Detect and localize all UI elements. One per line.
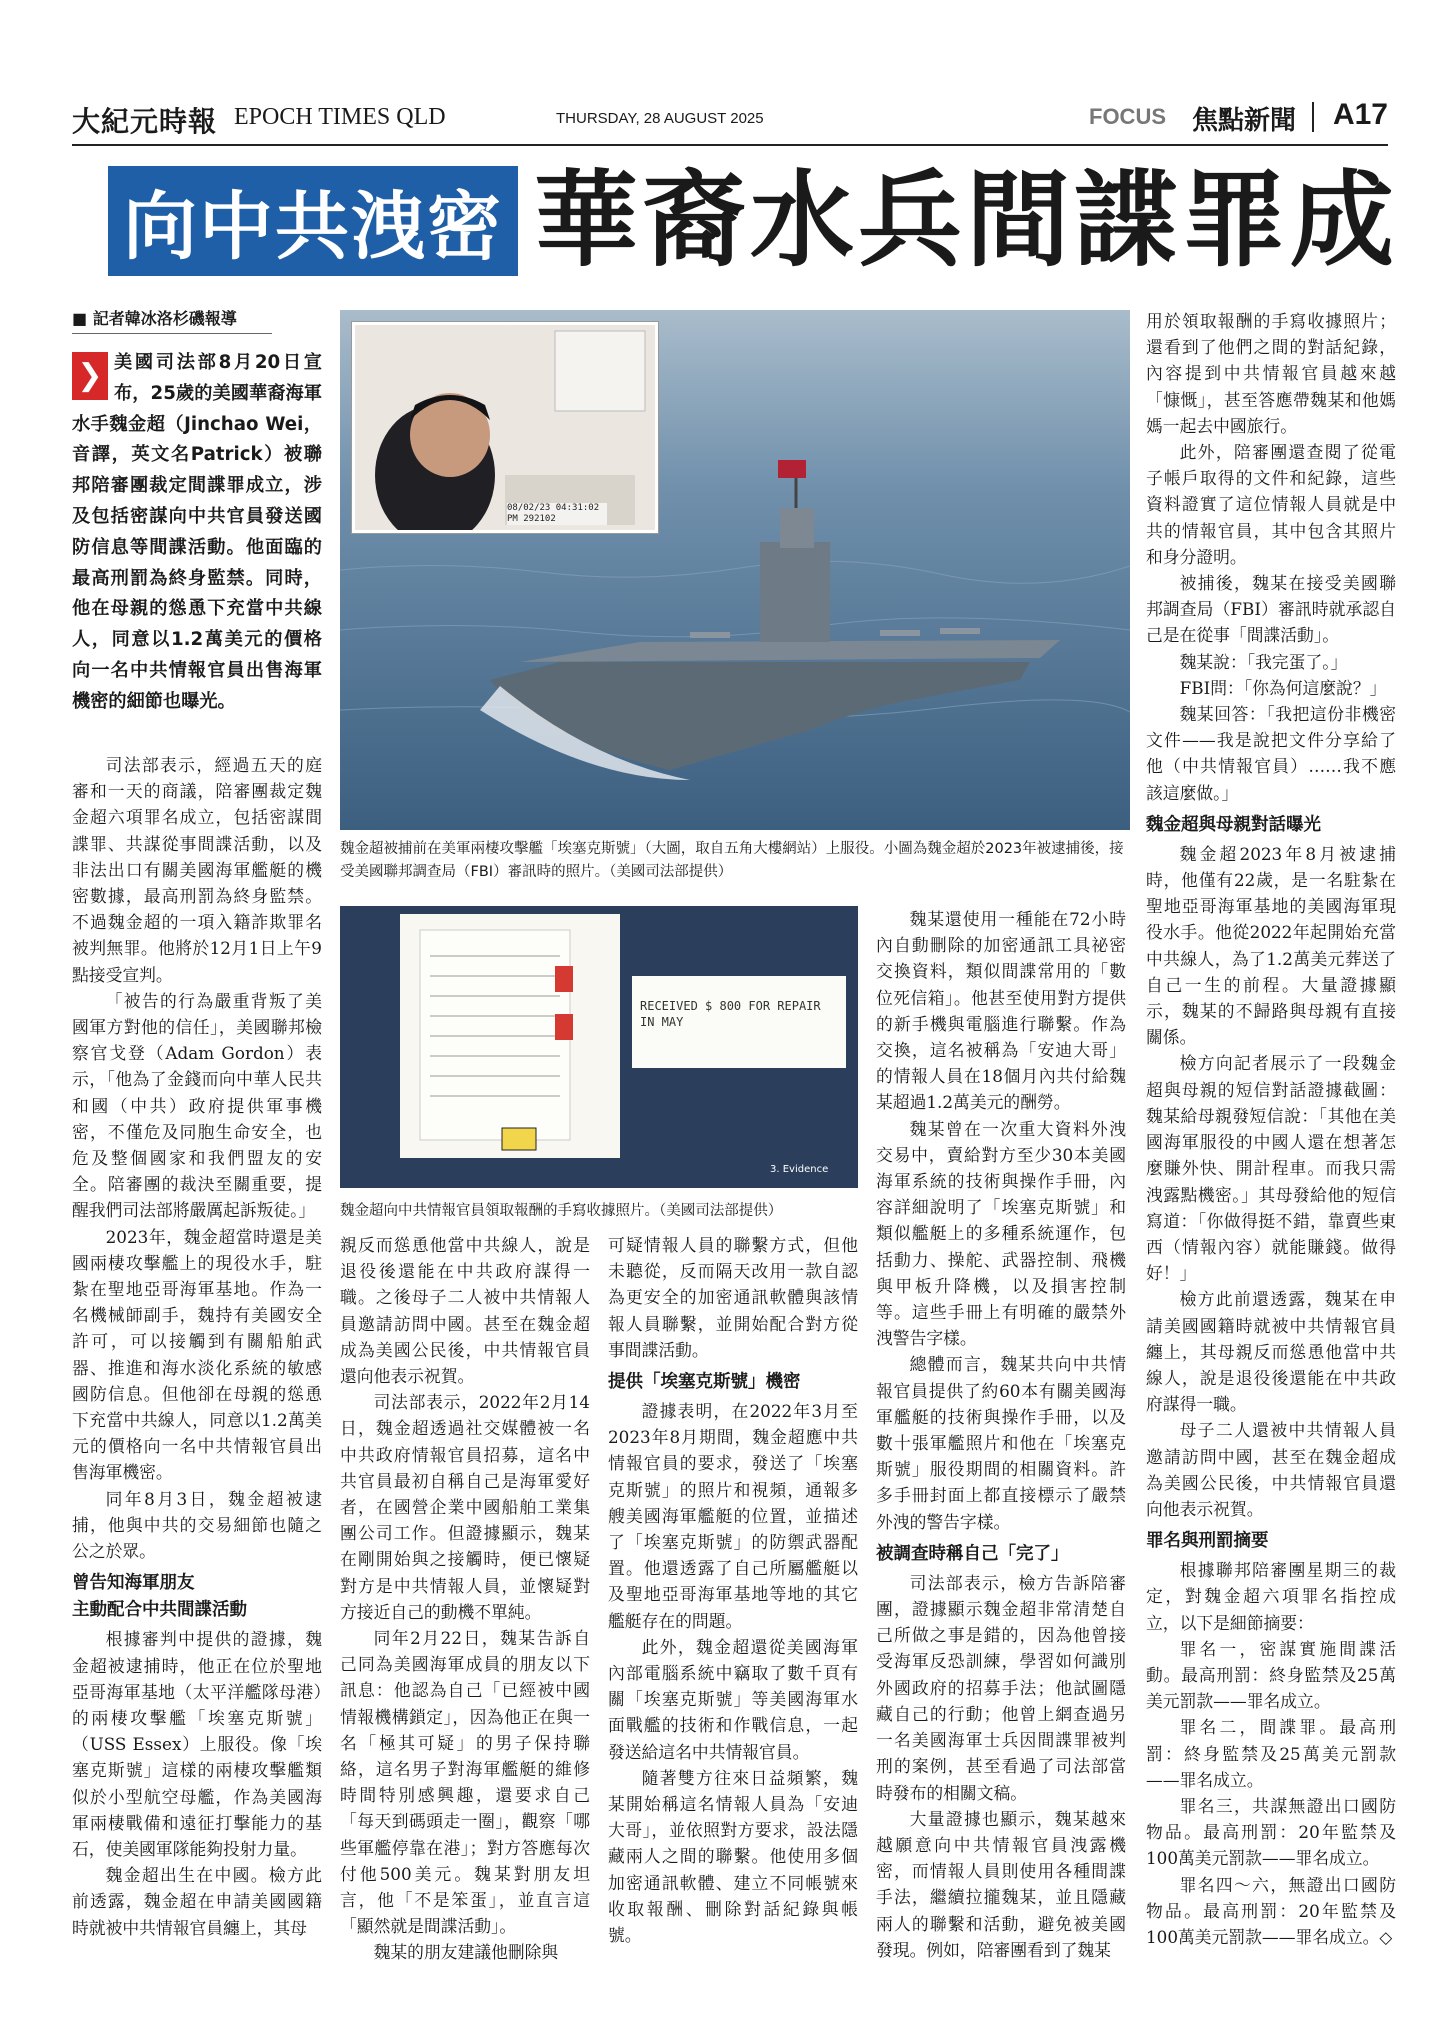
paragraph: 魏金超出生在中國。檢方此前透露，魏金超在申請美國國籍時就被中共情報官員纏上，其母	[72, 1865, 322, 1938]
evidence-slide-illustration	[340, 906, 858, 1188]
paragraph: 罪名二，間諜罪。最高刑罰：終身監禁及25萬美元罰款——罪名成立。	[1146, 1717, 1396, 1790]
column-1	[72, 752, 322, 1941]
evidence-label: 3. Evidence	[770, 1164, 829, 1175]
paragraph: 2023年，魏金超當時還是美國兩棲攻擊艦上的現役水手，駐紮在聖地亞哥海軍基地。作為一名機械師副手，魏持有美國安全許可，可以接觸到有關船舶武器、推進和海水淡化系統的敏感國防信息。但他卻在母親的慫恿下充當中共線人，同意以1.2萬美元的價格向一名中共情報官員出售海軍機密。	[72, 1226, 322, 1483]
paragraph: 根據審判中提供的證據，魏金超被逮捕時，他正在位於聖地亞哥海軍基地（太平洋艦隊母港）的兩棲攻擊艦「埃塞克斯號」（USS Essex）上服役。像「埃塞克斯號」這樣的兩棲攻擊艦類似於小型航空母艦，作為美國海軍兩棲戰備和遠征打擊能力的基石，使美國軍隊能夠投射力量。	[72, 1629, 322, 1859]
section-title: 焦點新聞	[1191, 106, 1296, 136]
paragraph: 魏某說：「我完蛋了。」	[1179, 651, 1348, 672]
video-timestamp: 08/02/23 04:31:02 PM 292102	[507, 503, 607, 525]
paragraph: 司法部表示，檢方告訴陪審團，證據顯示魏金超非常清楚自己所做之事是錯的，因為他曾接受海軍反恐訓練，學習如何識別外國政府的招募手法；他試圖隱藏自己的行動；他曾上網查過另一名美國海軍士兵因間諜罪被判刑的案例，甚至看過了司法部當時發布的相關文稿。	[876, 1572, 1126, 1803]
photo-caption-1: 魏金超被捕前在美軍兩棲攻擊艦「埃塞克斯號」（大圖，取自五角大樓網站）上服役。小圖為魏金超於2023年被逮捕後，接受美國聯邦調查局（FBI）審訊時的照片。（美國司法部提供）	[340, 841, 1124, 880]
column-2	[340, 1232, 590, 1966]
paragraph: 魏某曾在一次重大資料外洩交易中，賣給對方至少30本美國海軍系統的技術與操作手冊，內容詳細說明了「埃塞克斯號」和類似艦艇上的多種系統運作，包括動力、操舵、武器控制、飛機與甲板升降機，以及損害控制等。這些手冊上有明確的嚴禁外洩警告字樣。	[876, 1118, 1126, 1349]
paragraph: 同年8月3日，魏金超被逮捕，他與中共的交易細節也隨之公之於眾。	[72, 1488, 322, 1562]
paragraph: FBI問：「你為何這麼說？」	[1179, 677, 1387, 698]
paragraph: 司法部表示，經過五天的庭審和一天的商議，陪審團裁定魏金超六項罪名成立，包括密謀間諜罪、共謀從事間諜活動，以及非法出口有關美國海軍艦艇的機密數據，最高刑罰為終身監禁。不過魏金超的一項入籍詐欺罪名被判無罪。他將於12月1日上午9點接受宣判。	[72, 755, 322, 985]
receipt-photo	[340, 906, 858, 1188]
paragraph: 用於領取報酬的手寫收據照片；還看到了他們之間的對話紀錄，內容提到中共情報官員越來越「慷慨」，甚至答應帶魏某和他媽媽一起去中國旅行。	[1146, 311, 1396, 436]
paper-name: EPOCH TIMES QLD	[234, 104, 446, 130]
masthead	[72, 96, 1388, 146]
column-3	[608, 1232, 858, 1948]
paragraph: 被捕後，魏某在接受美國聯邦調查局（FBI）審訊時就承認自己是在從事「間諜活動」。	[1146, 573, 1396, 646]
inset-photo	[352, 322, 658, 533]
issue-date: THURSDAY, 28 AUGUST 2025	[556, 110, 764, 127]
paragraph: 罪名四～六，無證出口國防物品。最高刑罰：20年監禁及100萬美元罰款——罪名成立。◇	[1146, 1874, 1396, 1947]
paragraph: 魏某還使用一種能在72小時內自動刪除的加密通訊工具祕密交換資料，類似間諜常用的「數位死信箱」。他甚至使用對方提供的新手機與電腦進行聯繫。作為交換，這名被稱為「安迪大哥」的情報人員在18個月內共付給魏某超過1.2萬美元的酬勞。	[876, 909, 1126, 1113]
paragraph: 魏某的朋友建議他刪除與	[373, 1942, 559, 1963]
chevron-right-icon: ❯	[72, 352, 108, 400]
paragraph: 司法部表示，2022年2月14日，魏金超透過社交媒體被一名中共政府情報官員招募，這名中共官員最初自稱自己是海軍愛好者，在國營企業中國船舶工業集團公司工作。但證據顯示，魏某在剛開始與之接觸時，便已懷疑對方是中共情報人員，並懷疑對方接近自己的動機不單純。	[340, 1392, 590, 1622]
paragraph: 總體而言，魏某共向中共情報官員提供了約60本有關美國海軍艦艇的技術與操作手冊，以及數十張軍艦照片和他在「埃塞克斯號」服役期間的相關資料。許多手冊封面上都直接標示了嚴禁外洩的警告字樣。	[876, 1354, 1126, 1532]
subheading: 罪名與刑罰摘要	[1146, 1531, 1269, 1552]
byline-text: 記者韓冰洛杉磯報導	[92, 309, 237, 328]
subheading-line-2: 主動配合中共間諜活動	[72, 1600, 247, 1621]
paragraph: 檢方向記者展示了一段魏金超與母親的短信對話證據截圖：魏某給母親發短信說：「其他在美國海軍服役的中國人還在想著怎麼賺外快、開計程車。而我只需洩露點機密。」其母發給他的短信寫道：「你做得挺不錯，靠賣些東西（情報內容）就能賺錢。做得好！」	[1146, 1053, 1396, 1284]
paragraph: 根據聯邦陪審團星期三的裁定，對魏金超六項罪名指控成立，以下是細節摘要：	[1146, 1560, 1396, 1633]
paragraph: 罪名一，密謀實施間諜活動。最高刑罰：終身監禁及25萬美元罰款——罪名成立。	[1146, 1638, 1396, 1712]
column-5	[1146, 308, 1396, 1950]
subheading: 魏金超與母親對話曝光	[1146, 814, 1321, 835]
headline-title: 華裔水兵間諜罪成	[534, 158, 1399, 281]
photo-caption-2: 魏金超向中共情報官員領取報酬的手寫收據照片。（美國司法部提供）	[340, 1203, 783, 1219]
subheading-line-1: 曾告知海軍朋友	[72, 1573, 195, 1594]
paragraph: 母子二人還被中共情報人員邀請訪問中國，甚至在魏金超成為美國公民後，中共情報官員還向他表示祝賀。	[1146, 1420, 1396, 1519]
paragraph: 親反而慫恿他當中共線人，說是退役後還能在中共政府謀得一職。之後母子二人被中共情報人員邀請訪問中國。甚至在魏金超成為美國公民後，中共情報官員還向他表示祝賀。	[340, 1235, 590, 1387]
page-number: A17	[1332, 98, 1388, 131]
headline-kicker: 向中共洩密	[108, 166, 518, 276]
paragraph: 此外，陪審團還查閱了從電子帳戶取得的文件和紀錄，這些資料證實了這位情報人員就是中共的情報官員，其中包含其照片和身分證明。	[1146, 442, 1396, 567]
interrogation-illustration	[355, 325, 655, 530]
divider	[1312, 102, 1314, 132]
lead-text: 美國司法部8月20日宣布，25歲的美國華裔海軍水手魏金超（Jinchao Wei，音譯，英文名Patrick）被聯邦陪審團裁定間諜罪成立，涉及包括密謀向中共官員發送國防信息等間諜活動。他面臨的最高刑罰為終身監禁。同時，他在母親的慫恿下充當中共線人，同意以1.2萬美元的價格向一名中共情報官員出售海軍機密的細節也曝光。	[72, 352, 322, 712]
receipt-note-text: RECEIVED $ 800 FOR REPAIR IN MAY	[640, 999, 821, 1029]
paragraph: 「被告的行為嚴重背叛了美國軍方對他的信任」，美國聯邦檢察官戈登（Adam Gordon）表示，「他為了金錢而向中華人民共和國（中共）政府提供軍事機密，不僅危及同胞生命安全，也危及整個國家和我們盟友的安全。陪審團的裁決至關重要，提醒我們司法部將嚴厲起訴叛徒。」	[72, 990, 322, 1221]
paragraph: 大量證據也顯示，魏某越來越願意向中共情報官員洩露機密，而情報人員則使用各種間諜手法，繼續拉攏魏某，並且隱藏兩人的聯繫和活動，避免被美國發現。例如，陪審團看到了魏某	[876, 1808, 1126, 1960]
paragraph: 同年2月22日，魏某告訴自己同為美國海軍成員的朋友以下訊息：他認為自己「已經被中國情報機構鎖定」，因為他正在與一名「極其可疑」的男子保持聯絡，這名男子對海軍艦艇的維修時間特別感興趣，還要求自己「每天到碼頭走一圈」，觀察「哪些軍艦停靠在港」；對方答應每次付他500美元。魏某對朋友坦言，他「不是笨蛋」，並直言這「顯然就是間諜活動」。	[340, 1628, 590, 1937]
paragraph: 此外，魏金超還從美國海軍內部電腦系統中竊取了數千頁有關「埃塞克斯號」等美國海軍水面戰艦的技術和作戰信息，一起發送給這名中共情報官員。	[608, 1636, 858, 1762]
focus-label: FOCUS	[1089, 104, 1166, 129]
byline: ■ 記者韓冰洛杉磯報導	[72, 306, 272, 334]
paragraph: 檢方此前還透露，魏某在申請美國國籍時就被中共情報官員纏上，其母親反而慫恿他當中共線人，說是退役後還能在中共政府謀得一職。	[1146, 1289, 1396, 1415]
paragraph: 罪名三，共謀無證出口國防物品。最高刑罰：20年監禁及100萬美元罰款——罪名成立。	[1146, 1795, 1396, 1869]
paragraph: 隨著雙方往來日益頻繁，魏某開始稱這名情報人員為「安迪大哥」，並依照對方要求，設法隱藏兩人之間的聯繫。他使用多個加密通訊軟體、建立不同帳號來收取報酬、刪除對話紀錄與帳號。	[608, 1767, 858, 1946]
subheading: 被調查時稱自己「完了」	[876, 1543, 1069, 1564]
subheading: 提供「埃塞克斯號」機密	[608, 1372, 801, 1393]
paragraph: 魏某回答：「我把這份非機密文件——我是說把文件分享給了他（中共情報官員）……我不應該這麼做。」	[1146, 704, 1396, 803]
paragraph: 魏金超2023年8月被逮捕時，他僅有22歲，是一名駐紮在聖地亞哥海軍基地的美國海軍現役水手。他從2022年起開始充當中共線人，為了1.2萬美元葬送了自己一生的前程。大量證據顯示，魏某的不歸路與母親有直接關係。	[1146, 843, 1396, 1048]
column-4	[876, 906, 1126, 1963]
subheading	[72, 1570, 322, 1624]
paper-logo: 大紀元時報	[72, 105, 218, 138]
paragraph: 證據表明，在2022年3月至2023年8月期間，魏金超應中共情報官員的要求，發送了「埃塞克斯號」的照片和視頻，通報多艘美國海軍艦艇的位置，並描述了「埃塞克斯號」的防禦武器配置。他還透露了自己所屬艦艇以及聖地亞哥海軍基地等地的其它艦艇存在的問題。	[608, 1401, 858, 1631]
paragraph: 可疑情報人員的聯繫方式，但他未聽從，反而隔天改用一款自認為更安全的加密通訊軟體與該情報人員聯繫，並開始配合對方從事間諜活動。	[608, 1235, 858, 1360]
lead-paragraph	[72, 348, 322, 718]
